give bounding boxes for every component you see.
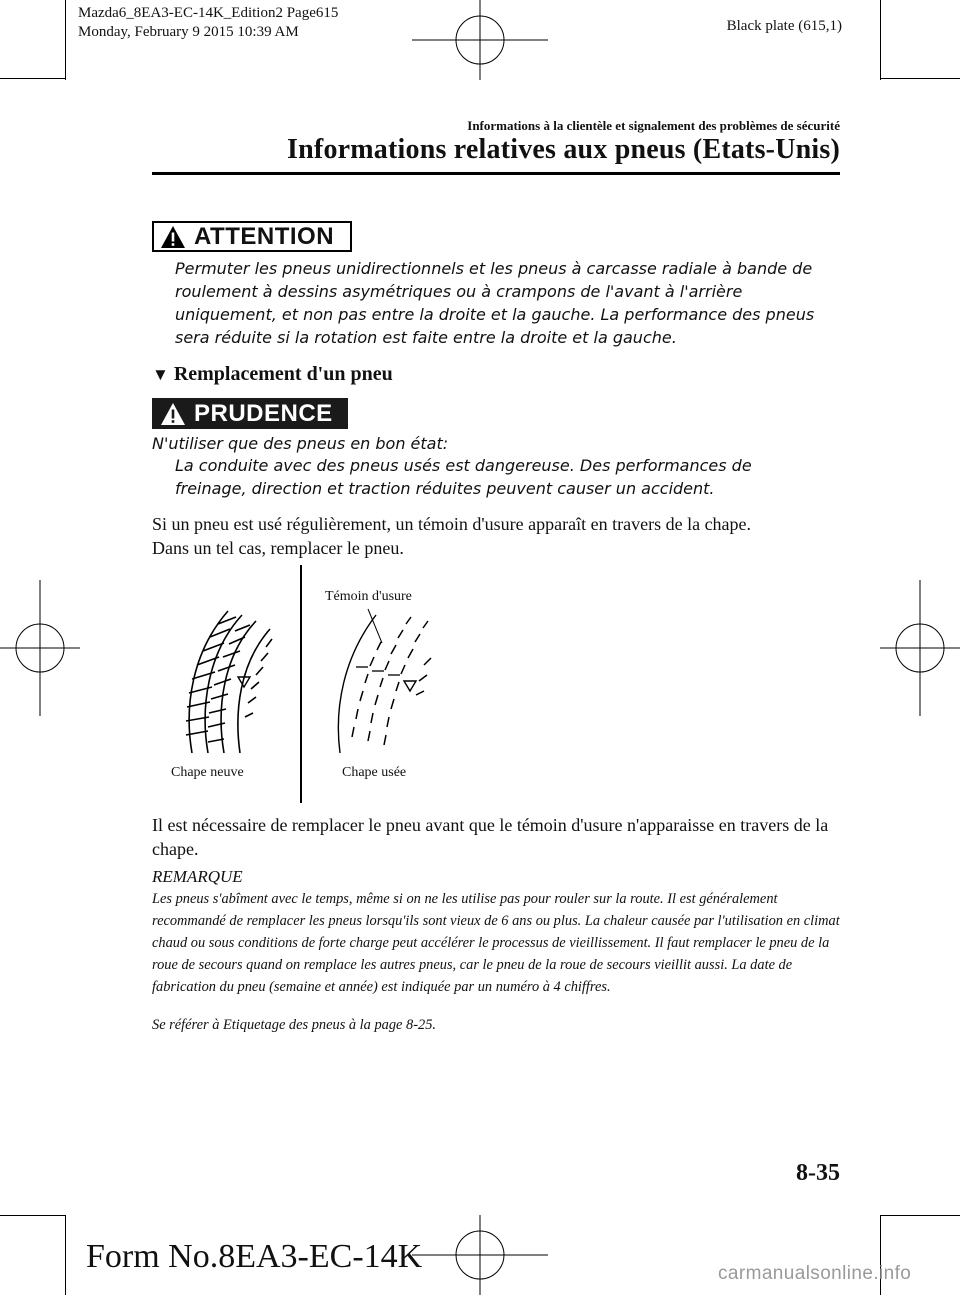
caution-label: PRUDENCE [194, 399, 333, 427]
worn-tread-caption: Chape usée [342, 765, 407, 780]
form-number: Form No.8EA3-EC-14K [86, 1238, 423, 1275]
tread-figure [150, 565, 450, 805]
registration-mark-top [412, 0, 548, 80]
figure-divider [300, 565, 302, 803]
page-number: 8-35 [796, 1160, 840, 1186]
plate-label: Black plate (615,1) [726, 18, 842, 34]
registration-mark-left [0, 580, 80, 716]
registration-mark-bottom [412, 1215, 548, 1295]
replace-paragraph: Il est nécessaire de remplacer le pneu avant que le témoin d'usure n'apparaisse en travers de la chape. [152, 815, 829, 859]
warning-icon [160, 225, 186, 249]
file-info [78, 4, 338, 42]
crop-mark [65, 0, 66, 80]
wear-paragraph-line: Si un pneu est usé régulièrement, un témoin d'usure apparaît en travers de la chape. [152, 514, 752, 534]
registration-mark-right [880, 580, 960, 716]
remark-reference: Se référer à Etiquetage des pneus à la page 8-25. [152, 1017, 437, 1033]
attention-label: ATTENTION [194, 222, 335, 250]
wear-paragraph [152, 512, 852, 560]
crop-mark [880, 78, 960, 79]
file-name: Mazda6_8EA3-EC-14K_Edition2 Page615 [78, 5, 339, 21]
caution-badge [152, 398, 348, 429]
title-rule [152, 172, 840, 175]
heading-text: Remplacement d'un pneu [173, 363, 393, 385]
caution-text: La conduite avec des pneus usés est dangereuse. Des performances de freinage, direction et traction réduites peuvent causer un accident. [175, 456, 752, 498]
crop-mark [0, 1215, 66, 1216]
worn-tread-illustration [328, 607, 438, 757]
section-subtitle: Informations à la clientèle et signalement des problèmes de sécurité [467, 118, 840, 133]
page-title: Informations relatives aux pneus (Etats-Unis) [287, 134, 840, 165]
attention-badge [152, 221, 352, 252]
crop-mark [65, 1215, 66, 1295]
wear-indicator-label: Témoin d'usure [325, 589, 412, 604]
wear-paragraph-line: Dans un tel cas, remplacer le pneu. [152, 538, 404, 558]
remark-title: REMARQUE [152, 867, 243, 886]
section-heading [152, 363, 393, 386]
caution-lead: N'utiliser que des pneus en bon état: [152, 434, 449, 453]
remark-text: Les pneus s'abîment avec le temps, même si on ne les utilise pas pour rouler sur la route. Il est généralement recommandé de remplacer les pneus lorsqu'ils sont vieux de 6 ans ou plus. La chaleur causée par l'utilisation en climat chaud ou sous conditions de forte charge peut accélérer le processus de vieillissement. Il faut remplacer le pneu de la roue de secours quand on remplace les autres pneus, car le pneu de la roue de secours vieillit aussi. La date de fabrication du pneu (semaine et année) est indiquée par un numéro à 4 chiffres. [152, 891, 840, 995]
crop-mark [880, 0, 881, 80]
heading-marker-icon: ▼ [152, 365, 169, 384]
watermark: carmanualsonline.info [718, 1263, 912, 1284]
file-date: Monday, February 9 2015 10:39 AM [78, 24, 299, 40]
crop-mark [880, 1215, 960, 1216]
new-tread-illustration [172, 607, 277, 757]
attention-text: Permuter les pneus unidirectionnels et les pneus à carcasse radiale à bande de roulement à dessins asymétriques ou à crampons de l'avant à l'arrière uniquement, et non pas entre la droite et la gauche. La performance des pneus sera réduite si la rotation est faite entre la droite et la gauche. [175, 259, 815, 347]
warning-icon [160, 402, 186, 426]
crop-mark [0, 78, 66, 79]
new-tread-caption: Chape neuve [171, 765, 244, 780]
